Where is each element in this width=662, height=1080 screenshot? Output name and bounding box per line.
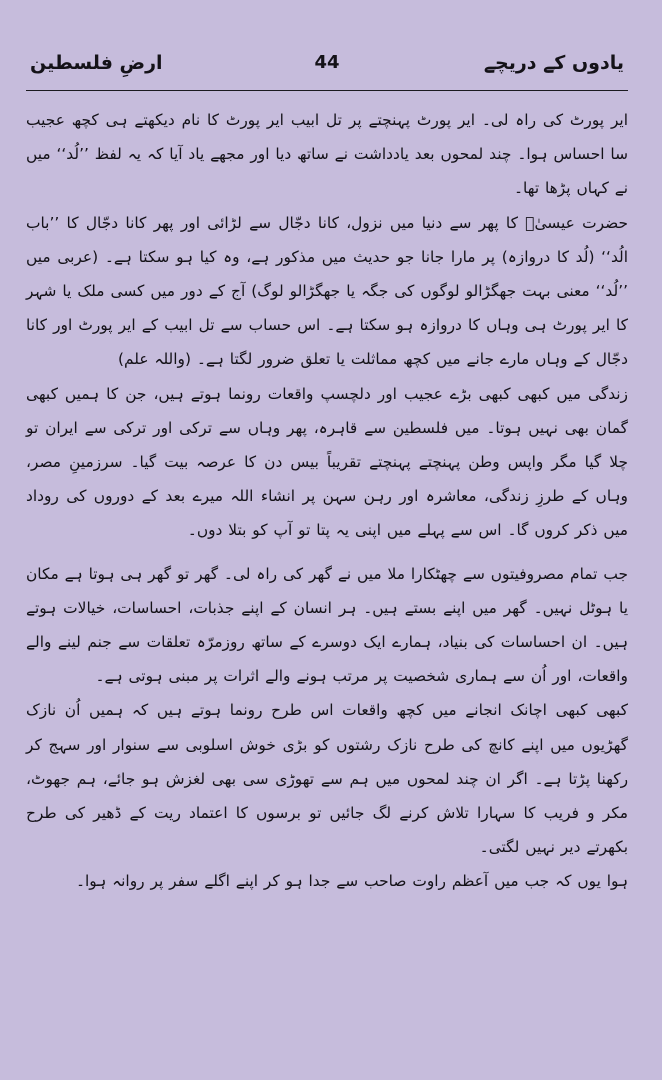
paragraph: زندگی میں کبھی کبھی بڑے عجیب اور دلچسپ واقعات رونما ہوتے ہیں، جن کا ہمیں کبھی گمان بھی نہیں ہوتا۔ میں فلسطین سے قاہرہ، پھر وہاں سے ترکی اور ترکی سے ایران تو چلا گیا مگر واپس وطن پہنچتے پہنچتے تقریباً بیس دن کا عرصہ بیت گیا۔ سرزمینِ مصر، وہاں کے طرزِ زندگی، معاشرہ اور رہن سہن پر انشاء اللہ میرے بعد کے دوروں کی روداد میں ذکر کروں گا۔ اس سے پہلے میں اپنی یہ پتا تو آپ کو بتلا دوں۔ (26, 384, 628, 540)
paragraph: جب تمام مصروفیتوں سے چھٹکارا ملا میں نے گھر کی راہ لی۔ گھر تو گھر ہی ہوتا ہے مکان یا ہوٹل نہیں۔ گھر میں اپنے بستے ہیں۔ ہر انسان کے اپنے جذبات، احساسات، خیالات ہوتے ہیں۔ ان احساسات کی بنیاد، ہمارے ایک دوسرے کے ساتھ روزمرّہ تعلقات سے جنم لینے والے واقعات، اور اُن سے ہماری شخصیت پر مرتب ہونے والے اثرات پر مبنی ہوتی ہے۔ (26, 564, 628, 686)
page-body (26, 103, 628, 899)
chapter-title: ارضِ فلسطین (30, 52, 163, 74)
paragraph: ایر پورٹ کی راہ لی۔ ایر پورٹ پہنچتے پر تل ابیب ایر پورٹ کا نام دیکھتے ہی کچھ عجیب سا احساس ہوا۔ چند لمحوں بعد یادداشت نے ساتھ دیا اور مجھے یاد آیا کہ یہ لفظ ’’لُد‘‘ میں نے کہاں پڑھا تھا۔ (26, 111, 628, 198)
paragraph: ہوا یوں کہ جب میں آعظم راوت صاحب سے جدا ہو کر اپنے اگلے سفر پر روانہ ہوا۔ (75, 872, 628, 891)
paragraph: حضرت عیسیٰؑ کا پھر سے دنیا میں نزول، کانا دجّال سے لڑائی اور پھر کانا دجّال کا ’’باب الُد‘‘ (لُد کا دروازہ) پر مارا جانا جو حدیث میں مذکور ہے، وہ کیا ہو سکتا ہے۔ (عربی میں ’’لُد‘‘ معنی بہت جھگڑالو لوگوں کی جگہ یا جھگڑالو لوگ) آج کے دور میں کسی ملک یا شہر کا ایر پورٹ ہی وہاں کا دروازہ ہو سکتا ہے۔ اس حساب سے تل ابیب کے ایر پورٹ اور کانا دجّال کے وہاں مارے جانے میں کچھ مماثلت یا تعلق ضرور لگتا ہے۔ (واللہ علم) (26, 213, 628, 369)
page-number: 44 (314, 52, 340, 73)
page-header (26, 38, 628, 91)
paragraph: کبھی کبھی اچانک انجانے میں کچھ واقعات اس طرح رونما ہوتے ہیں کہ ہمیں اُن نازک گھڑیوں میں اپنے کانچ کی طرح نازک رشتوں کو بڑی خوش اسلوبی سے سنوار اور سہج کر رکھنا پڑتا ہے۔ اگر ان چند لمحوں میں ہم سے تھوڑی سی بھی لغزش ہو جائے، ہم جھوٹ، مکر و فریب کا سہارا تلاش کرنے لگ جائیں تو برسوں کا اعتماد ریت کے ڈھیر کی طرح بکھرتے دیر نہیں لگتی۔ (26, 701, 628, 857)
book-title: یادوں کے دریچے (483, 52, 624, 74)
